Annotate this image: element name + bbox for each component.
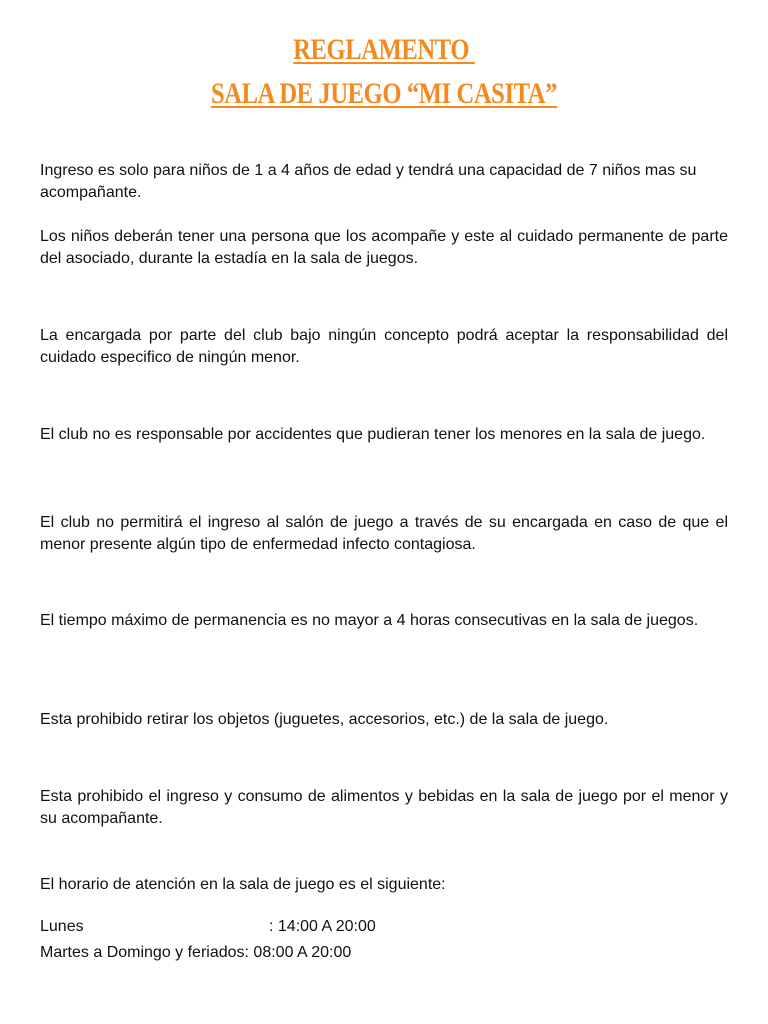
rule-paragraph-responsibility: La encargada por parte del club bajo ningún concepto podrá aceptar la responsabilidad del cuidado especifico de ningún menor. [40, 327, 728, 366]
rule-paragraph-objects: Esta prohibido retirar los objetos (juguetes, accesorios, etc.) de la sala de juego. [40, 711, 609, 728]
schedule-intro: El horario de atención en la sala de juego es el siguiente: [40, 876, 446, 893]
schedule-row-weekday [40, 916, 376, 938]
schedule-day: Martes a Domingo y feriados [40, 944, 245, 961]
schedule-time: : 08:00 A 20:00 [244, 944, 352, 961]
rule-paragraph-accidents: El club no es responsable por accidentes que pudieran tener los menores en la sala de juego. [40, 426, 706, 443]
rule-paragraph-food: Esta prohibido el ingreso y consumo de alimentos y bebidas en la sala de juego por el menor y su acompañante. [40, 788, 728, 827]
rule-paragraph-illness: El club no permitirá el ingreso al salón de juego a través de su encargada en caso de que el menor presente algún tipo de enfermedad infecto contagiosa. [40, 514, 728, 553]
rule-paragraph-max-time: El tiempo máximo de permanencia es no mayor a 4 horas consecutivas en la sala de juegos. [40, 612, 699, 629]
schedule-row-weekend [40, 942, 351, 964]
title-line-1: REGLAMENTO [293, 33, 475, 66]
document-title [69, 28, 699, 116]
rule-paragraph-age: Ingreso es solo para niños de 1 a 4 años de edad y tendrá una capacidad de 7 niños mas su acompañante. [40, 162, 697, 201]
title-line-2: SALA DE JUEGO “MI CASITA” [210, 77, 558, 110]
schedule-time: : 14:00 A 20:00 [269, 918, 376, 935]
rule-paragraph-companion: Los niños deberán tener una persona que los acompañe y este al cuidado permanente de parte del asociado, durante la estadía en la sala de juegos. [40, 228, 728, 267]
schedule-day: Lunes [40, 918, 84, 935]
